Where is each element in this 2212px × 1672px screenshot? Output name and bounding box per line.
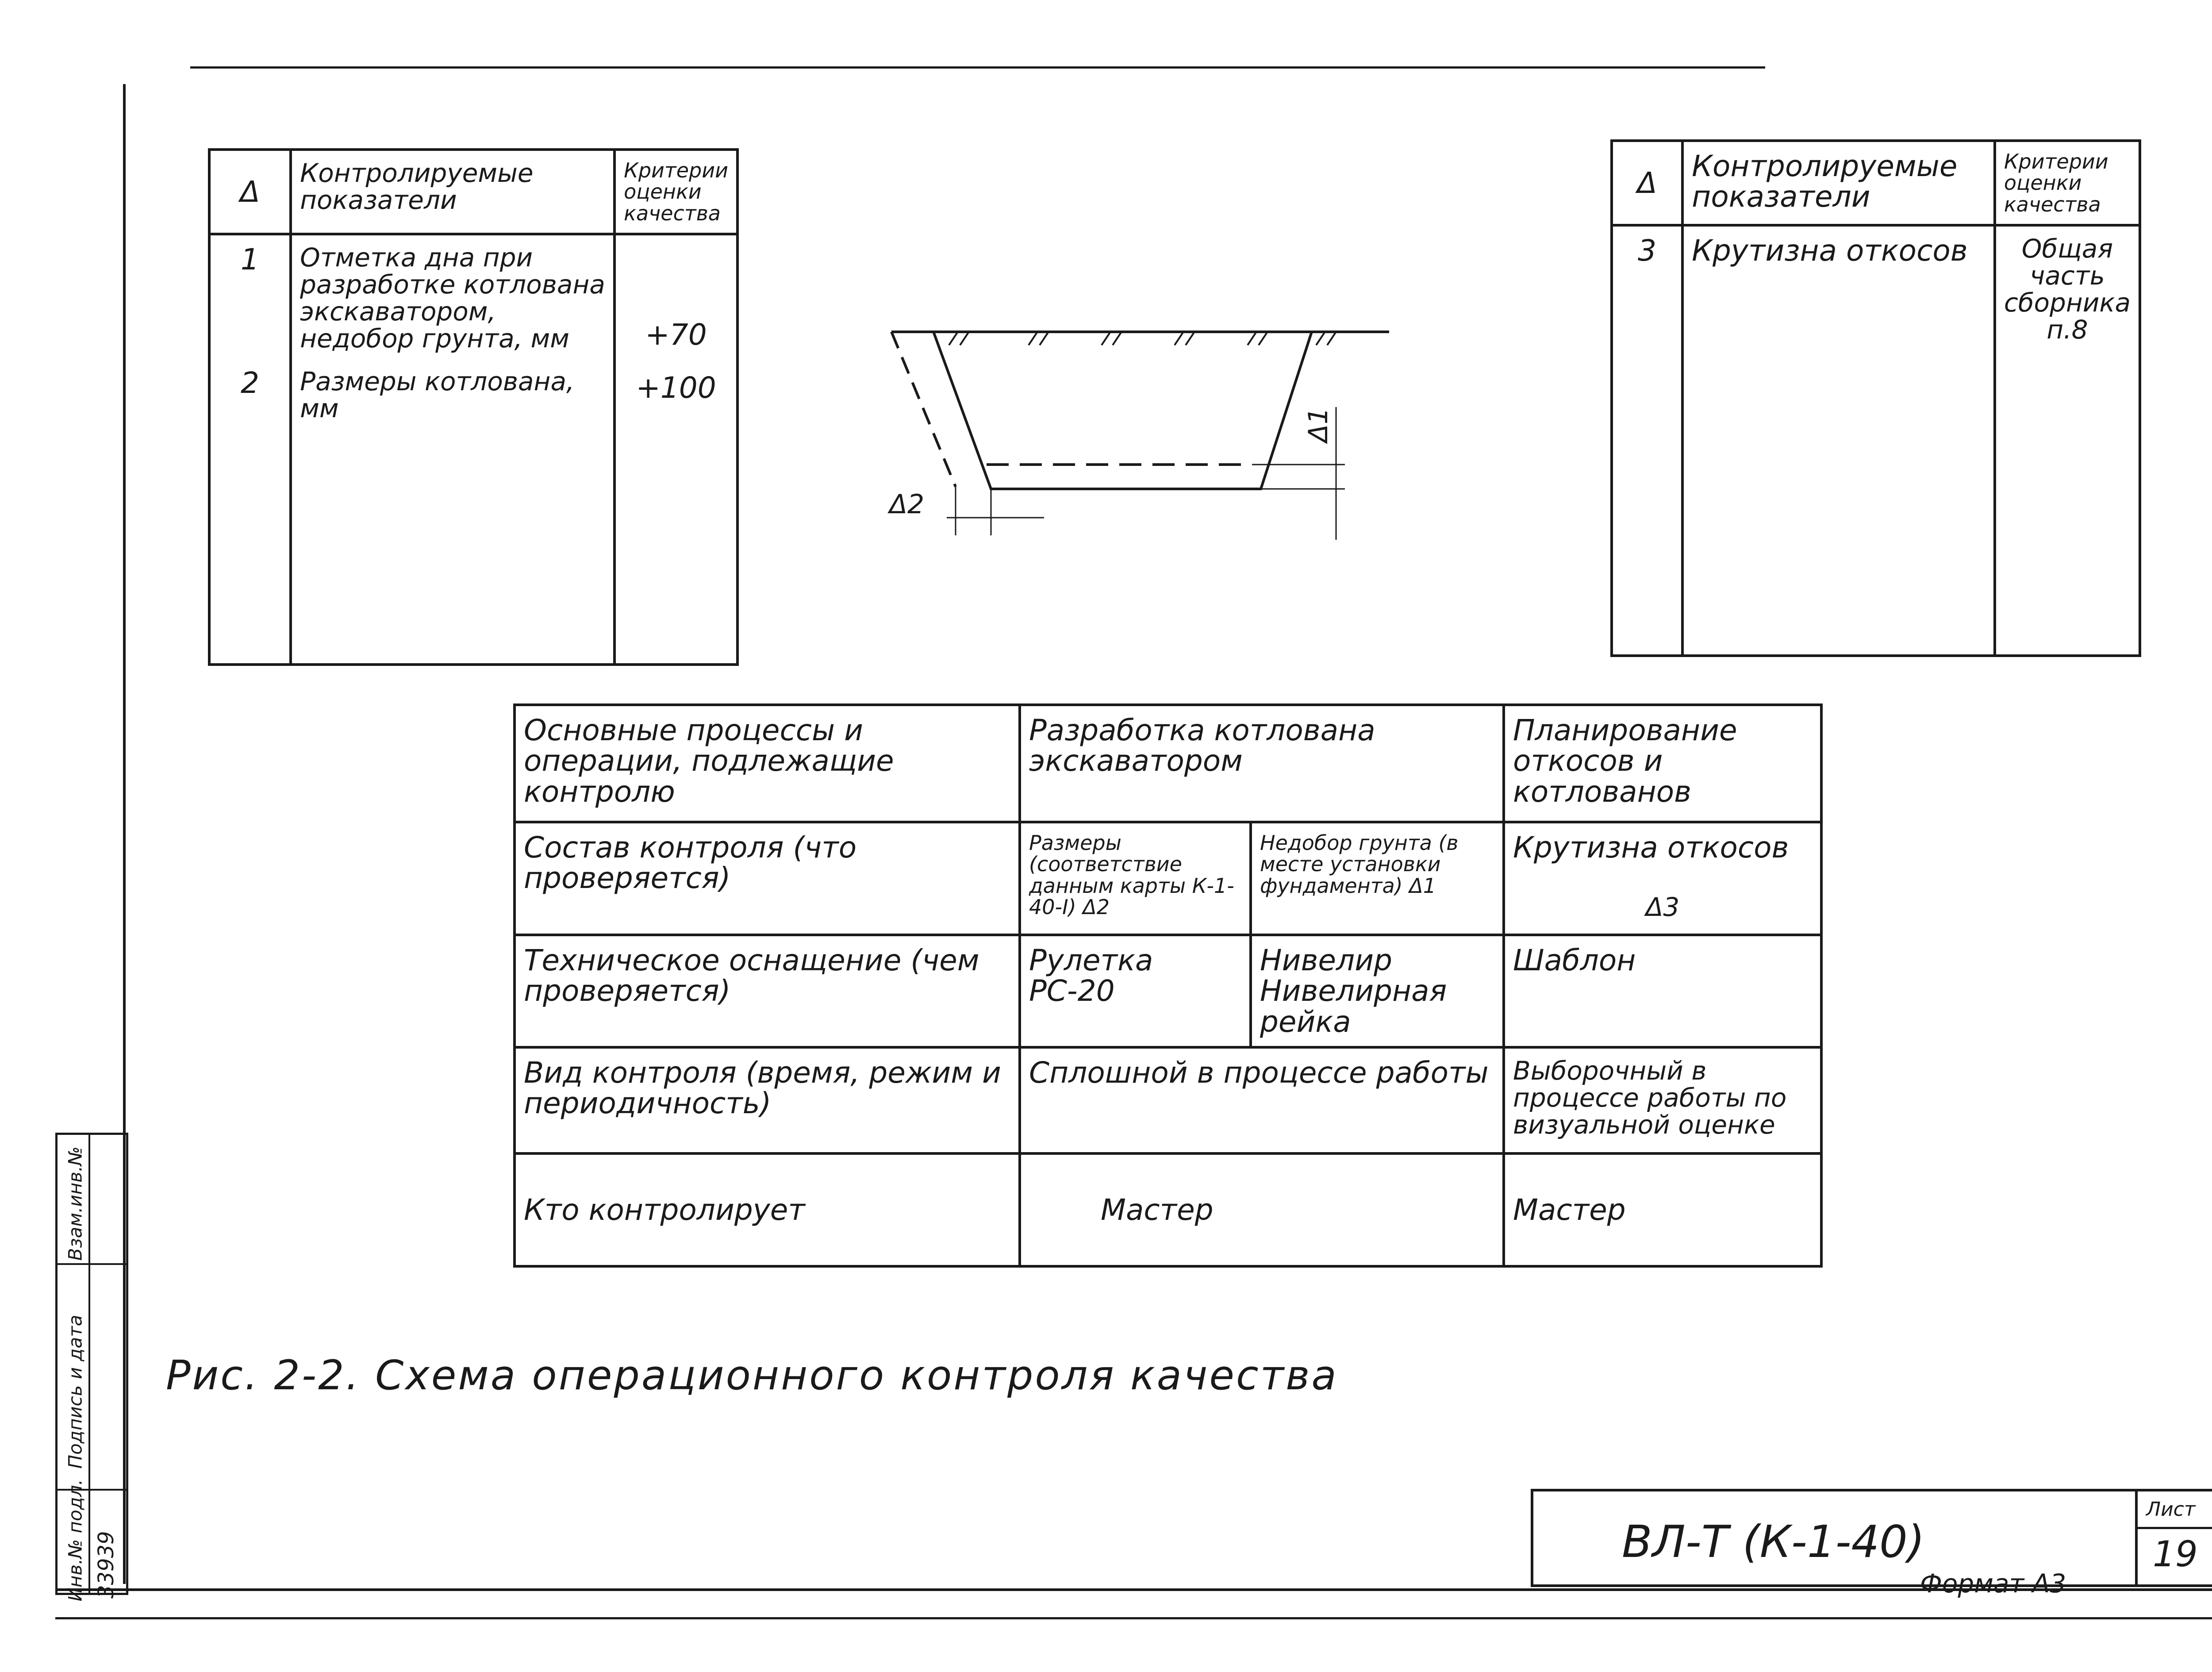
side-inv-number: 33939 [94,1531,119,1599]
side-label-podp: Подпись и дата [64,1315,86,1469]
equipment-level: Нивелир Нивелирная рейка [1251,935,1504,1047]
criterion-value: Общая часть сборника п.8 [1995,225,2140,656]
row-label: Вид контроля (время, режим и периодичность) [515,1047,1020,1153]
left-indicators-table [208,148,739,666]
process-planning: Планирование откосов и котлованов [1504,705,1821,822]
indicator-text: Отметка дна при разработке котлована экскаватором, недобор грунта, мм [300,242,605,354]
frame-bottom [55,1588,2212,1591]
equipment-tape: Рулетка РС-20 [1020,935,1251,1047]
equipment-template: Шаблон [1504,935,1821,1047]
row-number: 2 [241,366,260,400]
criterion-value: +70 [645,317,707,352]
row-number: 1 [241,242,260,277]
frame-bottom-outer [55,1617,2212,1619]
sheet-label: Лист [2146,1498,2196,1521]
control-dimensions: Размеры (соответствие данным карты К-1-40-I) Δ2 [1020,822,1251,935]
side-label-vzam: Взам.инв.№ [64,1146,86,1261]
sheet-number: 19 [2153,1534,2198,1575]
process-excavation: Разработка котлована экскаватором [1020,705,1504,822]
indicators-header: Контролируемые показатели [1682,141,1995,225]
delta-header: Δ [209,150,291,234]
criteria-header: Критерии оценки качества [1995,141,2140,225]
operational-control-table [513,703,1823,1268]
control-slope-delta: Δ3 [1645,892,1680,922]
title-block [1531,1489,2212,1587]
criterion-value: +100 [636,370,716,405]
side-label-inv: Инв.№ подл. [64,1479,86,1602]
controller-excavation: Мастер [1020,1153,1504,1266]
top-rule [190,66,1765,69]
row-label: Техническое оснащение (чем проверяется) [515,935,1020,1047]
indicators-header: Контролируемые показатели [291,150,614,234]
delta-header: Δ [1612,141,1682,225]
control-slope: Крутизна откосов [1513,830,1789,865]
figure-caption: Рис. 2-2. Схема операционного контроля качества [166,1352,1338,1399]
right-indicators-table [1610,139,2141,657]
side-stamp-divider [58,1263,126,1265]
sheet-divider [2135,1491,2138,1584]
row-number: 3 [1612,225,1682,656]
side-stamp-divider [88,1135,90,1593]
side-stamp [55,1133,128,1602]
sheet-divider-h [2135,1527,2212,1529]
control-soil-shortfall: Недобор грунта (в месте установки фундамента) Δ1 [1251,822,1504,935]
row-label: Состав контроля (что проверяется) [515,822,1020,935]
row-label: Основные процессы и операции, подлежащие контролю [515,705,1020,822]
criteria-header: Критерии оценки качества [614,150,737,234]
delta2-label: Δ2 [889,489,925,520]
control-type-selective: Выборочный в процессе работы по визуальной оценке [1504,1047,1821,1153]
paper-format: Формат А3 [1920,1568,2066,1599]
document-code: ВЛ-Т (К-1-40) [1622,1516,1925,1568]
indicator-text: Крутизна откосов [1682,225,1995,656]
indicator-text: Размеры котлована, мм [300,366,575,423]
row-label: Кто контролирует [515,1153,1020,1266]
delta1-label: Δ1 [1303,407,1334,442]
control-type-continuous: Сплошной в процессе работы [1020,1047,1504,1153]
excavation-section-sketch [867,319,1398,549]
controller-planning: Мастер [1504,1153,1821,1266]
